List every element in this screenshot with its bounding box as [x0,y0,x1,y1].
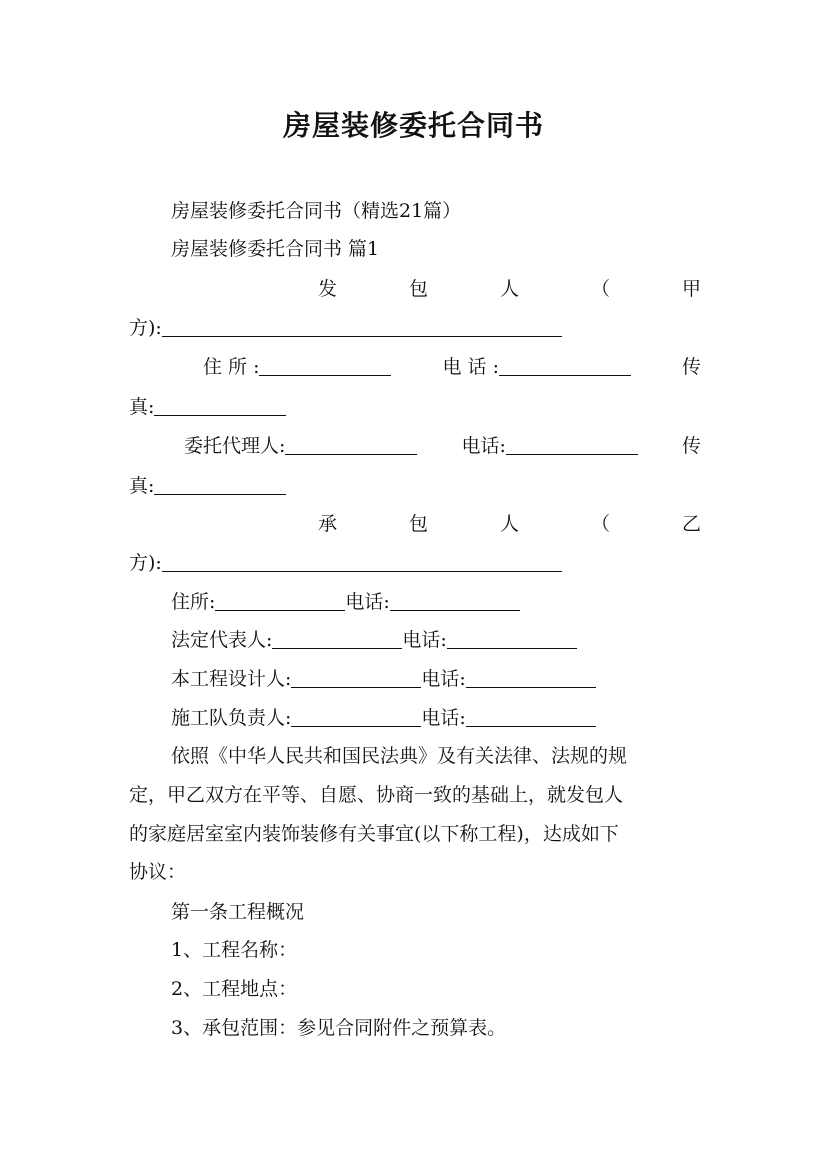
article-heading: 第一条工程概况 [171,901,305,923]
agent-label: 委托代理人: [184,435,286,457]
leader-line [171,703,701,733]
designer-blank [291,667,421,688]
paragraph-line: 定，甲乙双方在平等、自愿、协商一致的基础上，就发包人 [129,784,624,806]
party-a-name-blank [162,316,562,337]
agent-fax-line [129,471,701,501]
phone-label: 电话: [345,591,390,613]
agent-line [184,431,701,461]
agent-fax-label-cont: 真: [129,475,155,497]
agent-phone-blank [506,434,638,455]
legal-rep-line [171,625,701,655]
phone-blank [390,590,520,611]
address-label: 住 所 : [203,356,260,378]
document-title: 房屋装修委托合同书 [282,109,544,142]
phone-blank [466,706,596,727]
address-label: 住所: [171,591,216,613]
party-a-char: 人 [499,278,519,300]
party-a-name-line [129,313,701,343]
party-b-char: 包 [408,513,428,535]
party-a-heading [318,274,701,304]
fax-label-cont: 真: [129,396,155,418]
agent-fax-label: 传 [681,435,701,457]
fax-blank [154,395,286,416]
party-b-char: （ [590,513,610,535]
agent-phone-label: 电话: [461,435,506,457]
legal-rep-label: 法定代表人: [171,629,273,651]
party-b-char: 人 [499,513,519,535]
phone-blank [466,667,596,688]
address-blank [259,355,391,376]
fax-label: 传 [681,356,701,378]
legal-rep-blank [272,628,402,649]
leader-label: 施工队负责人: [171,707,292,729]
list-item: 3、承包范围：参见合同附件之预算表。 [171,1017,507,1039]
paragraph-line: 协议： [129,861,187,883]
leader-blank [291,706,421,727]
paragraph-line: 的家庭居室室内装饰装修有关事宜(以下称工程)，达成如下 [129,823,619,845]
phone-label: 电 话 : [442,356,499,378]
party-a-char: （ [590,278,610,300]
section-heading: 房屋装修委托合同书 篇1 [171,238,380,260]
document-subtitle: 房屋装修委托合同书（精选21篇） [171,200,462,222]
list-item: 2、工程地点： [171,978,298,1000]
party-a-side-label: 方): [129,317,162,339]
phone-blank [447,628,577,649]
party-b-address-line [171,587,701,617]
designer-label: 本工程设计人: [171,668,292,690]
phone-label: 电话: [402,629,447,651]
party-b-name-blank [162,551,562,572]
paragraph-line: 依照《中华人民共和国民法典》及有关法律、法规的规 [171,745,628,767]
party-b-char: 承 [318,513,338,535]
list-item: 1、工程名称： [171,939,298,961]
agent-blank [285,434,417,455]
designer-line [171,664,701,694]
party-a-char: 发 [318,278,338,300]
party-b-name-line [129,548,701,578]
address-blank [215,590,345,611]
agent-fax-blank [154,474,286,495]
phone-label: 电话: [421,668,466,690]
phone-blank [499,355,631,376]
party-a-fax-line [129,392,701,422]
party-a-char: 甲 [681,278,701,300]
phone-label: 电话: [421,707,466,729]
party-b-char: 乙 [681,513,701,535]
party-a-char: 包 [408,278,428,300]
party-b-heading [318,509,701,539]
party-a-address-line [203,352,701,382]
party-b-side-label: 方): [129,552,162,574]
